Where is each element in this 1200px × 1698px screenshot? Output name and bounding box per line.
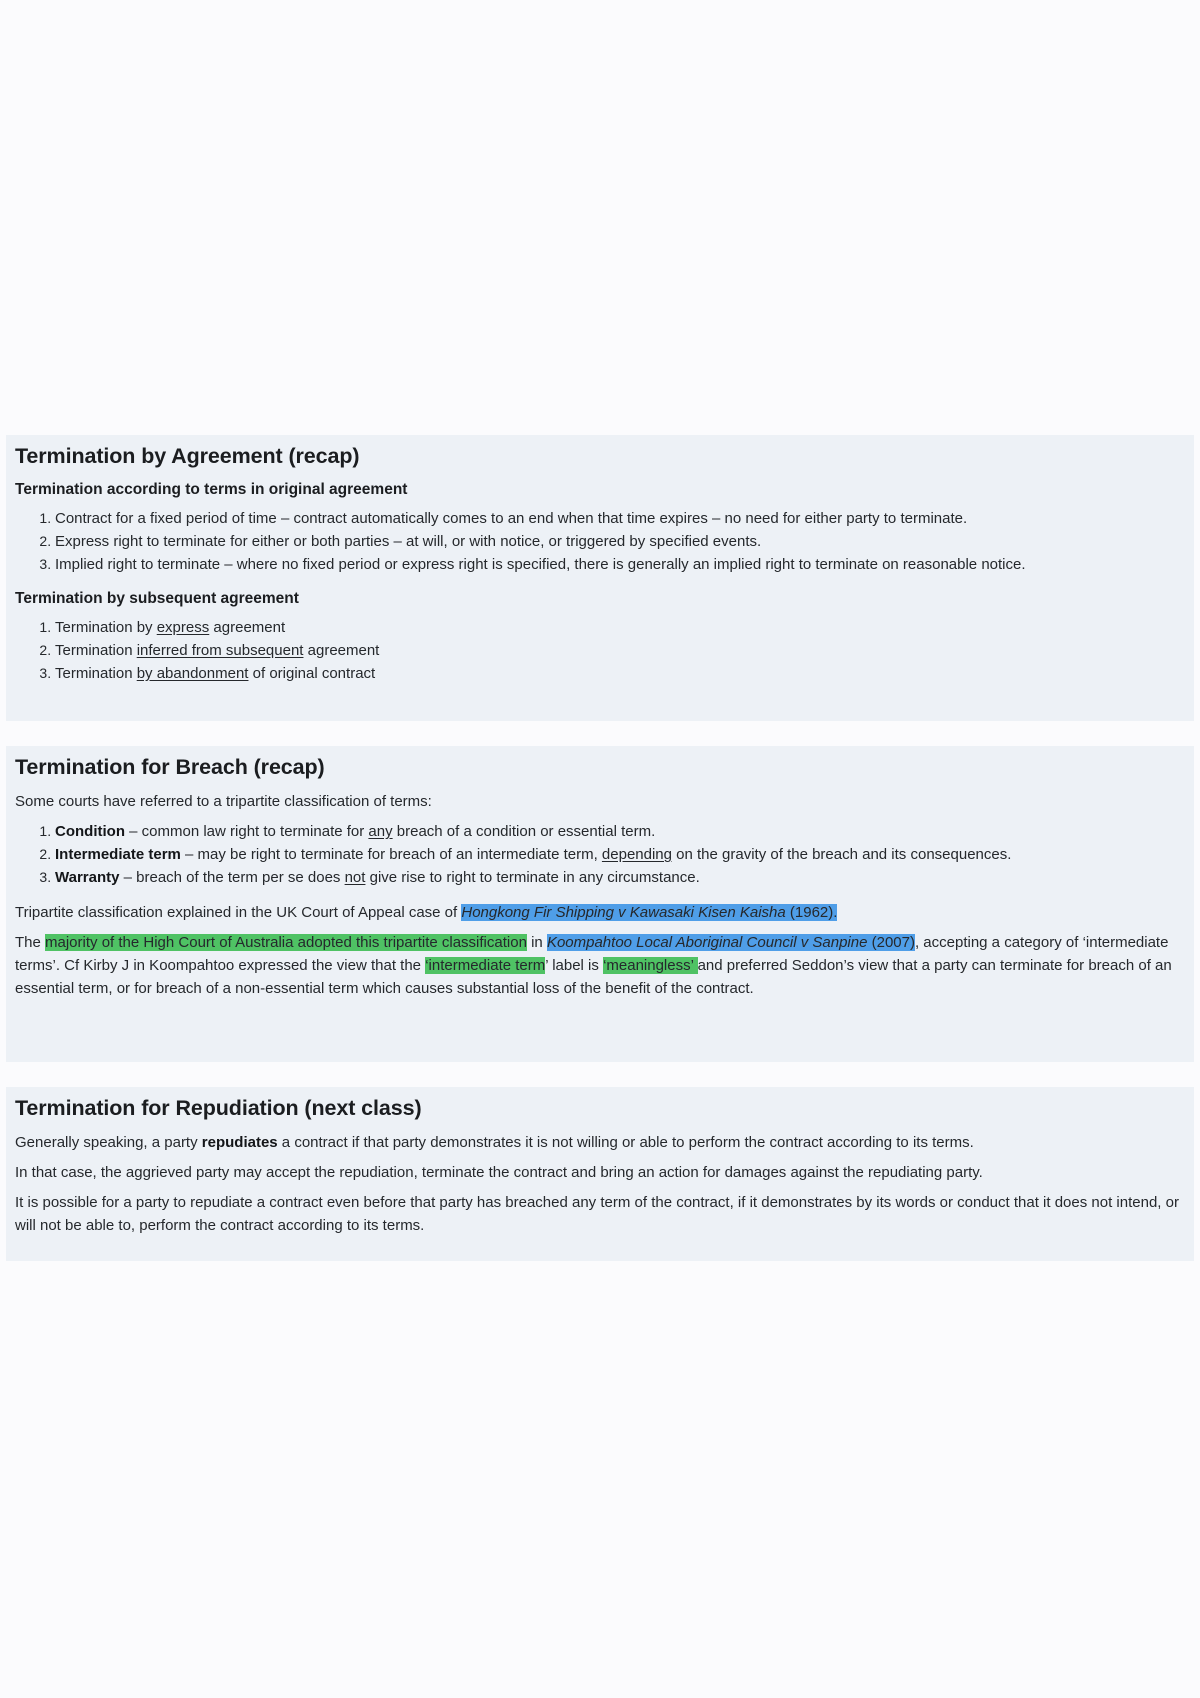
section-title: Termination for Breach (recap): [15, 755, 325, 779]
section-title: Termination by Agreement (recap): [15, 444, 360, 468]
section-title: Termination for Repudiation (next class): [15, 1096, 422, 1120]
section-termination-for-repudiation: [6, 1087, 1194, 1261]
underlined-text: express: [156, 619, 210, 636]
underlined-text: any: [368, 823, 393, 840]
highlight-blue-case: Hongkong Fir Shipping v Kawasaki Kisen Kaisha (1962).: [461, 904, 838, 921]
underlined-text: depending: [601, 846, 672, 863]
term-name: Intermediate term: [55, 846, 181, 863]
section-termination-by-agreement: [6, 435, 1194, 721]
list-item: 2. Intermediate term – may be right to terminate for breach of an intermediate term, depending on the gravity of the breach and its consequences.: [55, 843, 1194, 866]
list-item: 1. Condition – common law right to terminate for any breach of a condition or essential term.: [55, 820, 1194, 843]
original-agreement-list: [15, 507, 1194, 576]
highlight-green-majority: majority of the High Court of Australia adopted this tripartite classification: [45, 934, 527, 951]
hongkong-fir-paragraph: Tripartite classification explained in the UK Court of Appeal case of Hongkong Fir Shipping v Kawasaki Kisen Kaisha (1962).: [15, 904, 838, 921]
term-classification-list: [15, 820, 1194, 889]
list-item: 3. Implied right to terminate – where no fixed period or express right is specified, there is generally an implied right to terminate on reasonable notice.: [55, 553, 1194, 576]
intro-paragraph: Some courts have referred to a tripartite classification of terms:: [15, 793, 432, 810]
subsequent-agreement-list: [15, 616, 1194, 685]
koompahtoo-paragraph: The majority of the High Court of Australia adopted this tripartite classification in Koompahtoo Local Aboriginal Council v Sanpine (2007), accepting a category of ‘intermediate terms’. Cf Kirby J in Koompahtoo expressed the view that the ‘intermediate term’ label is ‘meaningless’ and preferred Seddon’s view that a party can terminate for breach of an essential term, or for breach of a non-essential term which causes substantial loss of the benefit of the contract.: [15, 934, 1172, 997]
highlight-green-intermediate: ‘intermediate term: [425, 957, 546, 974]
repudiation-paragraph-2: In that case, the aggrieved party may accept the repudiation, terminate the contract and bring an action for damages against the repudiating party.: [15, 1164, 983, 1181]
bold-term: repudiates: [201, 1134, 278, 1151]
underlined-text: inferred from subsequent: [136, 642, 304, 659]
list-item: 2. Express right to terminate for either or both parties – at will, or with notice, or triggered by specified events.: [55, 530, 1194, 553]
subheading-original-agreement: Termination according to terms in original agreement: [15, 481, 408, 498]
list-item: 3. Warranty – breach of the term per se does not give rise to right to terminate in any circumstance.: [55, 866, 1194, 889]
list-item: 3. Termination by abandonment of original contract: [55, 662, 1194, 685]
underlined-text: by abandonment: [136, 665, 249, 682]
subheading-subsequent-agreement: Termination by subsequent agreement: [15, 590, 299, 607]
list-item: 1. Termination by express agreement: [55, 616, 1194, 639]
term-name: Warranty: [55, 869, 120, 886]
list-item: 2. Termination inferred from subsequent agreement: [55, 639, 1194, 662]
underlined-text: not: [344, 869, 366, 886]
term-name: Condition: [55, 823, 125, 840]
highlight-blue-case: Koompahtoo Local Aboriginal Council v Sanpine (2007): [546, 934, 915, 951]
repudiation-paragraph-1: Generally speaking, a party repudiates a contract if that party demonstrates it is not willing or able to perform the contract according to its terms.: [15, 1134, 974, 1151]
section-termination-for-breach: [6, 746, 1194, 1062]
list-item: 1. Contract for a fixed period of time – contract automatically comes to an end when that time expires – no need for either party to terminate.: [55, 507, 1194, 530]
repudiation-paragraph-3: It is possible for a party to repudiate a contract even before that party has breached any term of the contract, if it demonstrates by its words or conduct that it does not intend, or will not be able to, perform the contract according to its terms.: [15, 1194, 1179, 1234]
highlight-green-meaningless: ‘meaningless’: [603, 957, 698, 974]
